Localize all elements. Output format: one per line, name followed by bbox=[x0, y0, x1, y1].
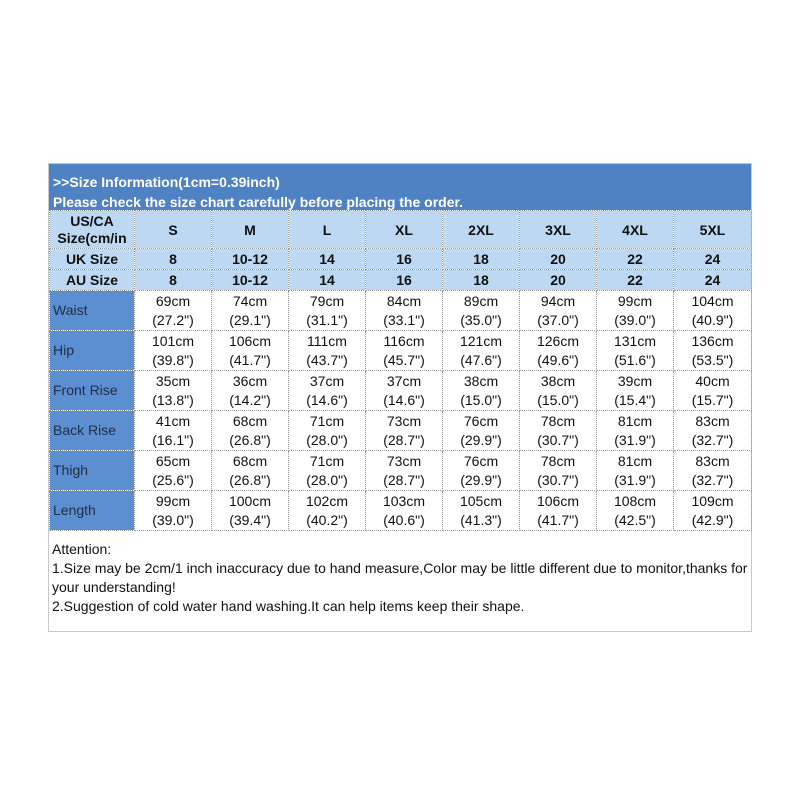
value-cm: 73cm bbox=[386, 452, 422, 469]
value-inch: (39.0") bbox=[614, 311, 656, 328]
attention-heading: Attention: bbox=[52, 541, 112, 557]
value-inch: (14.6") bbox=[306, 391, 348, 408]
title-line-1: >>Size Information(1cm=0.39inch) bbox=[53, 174, 280, 190]
measurement-cell bbox=[597, 411, 674, 451]
value-cm: 76cm bbox=[463, 452, 499, 469]
value-cm: 38cm bbox=[463, 372, 499, 389]
value-cm: 111cm bbox=[307, 332, 347, 349]
header-cell: 10-12 bbox=[212, 270, 289, 291]
header-label: US/CA Size(cm/in bbox=[50, 211, 135, 249]
header-cell: M bbox=[212, 211, 289, 249]
measurement-cell bbox=[674, 291, 752, 331]
value-inch: (31.1") bbox=[306, 311, 348, 328]
measurement-cell bbox=[520, 491, 597, 531]
measurement-label: Thigh bbox=[50, 451, 135, 491]
value-inch: (32.7") bbox=[691, 431, 734, 448]
measurement-label: Front Rise bbox=[50, 371, 135, 411]
value-inch: (41.7") bbox=[537, 511, 579, 528]
header-cell: 14 bbox=[289, 249, 366, 270]
header-cell: XL bbox=[366, 211, 443, 249]
attention-note-2: 2.Suggestion of cold water hand washing.It can help items keep their shape. bbox=[52, 598, 525, 614]
value-cm: 103cm bbox=[382, 492, 426, 509]
measurement-cell bbox=[212, 331, 289, 371]
measurement-cell bbox=[674, 491, 752, 531]
value-inch: (49.6") bbox=[537, 351, 579, 368]
header-cell: 2XL bbox=[443, 211, 520, 249]
measurement-cell bbox=[289, 491, 366, 531]
value-inch: (40.9") bbox=[691, 311, 734, 328]
measurement-cell bbox=[597, 451, 674, 491]
measurement-cell bbox=[289, 291, 366, 331]
value-inch: (29.9") bbox=[460, 471, 502, 488]
measurement-cell bbox=[674, 411, 752, 451]
measurement-label: Back Rise bbox=[50, 411, 135, 451]
value-inch: (28.7") bbox=[383, 431, 425, 448]
value-inch: (27.2") bbox=[152, 311, 194, 328]
measurement-cell bbox=[135, 491, 212, 531]
measurement-cell bbox=[289, 371, 366, 411]
value-cm: 83cm bbox=[695, 452, 730, 469]
size-table bbox=[49, 210, 752, 531]
header-cell: 5XL bbox=[674, 211, 752, 249]
value-cm: 39cm bbox=[617, 372, 653, 389]
measurement-cell bbox=[597, 491, 674, 531]
uk-size-row bbox=[50, 249, 752, 270]
value-cm: 99cm bbox=[155, 492, 191, 509]
table-row bbox=[50, 451, 752, 491]
value-cm: 94cm bbox=[540, 292, 576, 309]
header-cell: 14 bbox=[289, 270, 366, 291]
value-inch: (15.4") bbox=[614, 391, 656, 408]
value-inch: (43.7") bbox=[306, 351, 348, 368]
value-inch: (40.6") bbox=[383, 511, 425, 528]
header-cell: 24 bbox=[674, 270, 752, 291]
value-inch: (45.7") bbox=[383, 351, 425, 368]
value-cm: 71cm bbox=[309, 412, 345, 429]
attention-notes bbox=[49, 531, 751, 631]
value-inch: (28.0") bbox=[306, 471, 348, 488]
measurement-cell bbox=[289, 331, 366, 371]
value-inch: (15.7") bbox=[691, 391, 734, 408]
value-cm: 78cm bbox=[540, 412, 576, 429]
measurement-cell bbox=[366, 291, 443, 331]
value-inch: (47.6") bbox=[460, 351, 502, 368]
header-cell: 22 bbox=[597, 270, 674, 291]
value-cm: 104cm bbox=[691, 292, 734, 309]
measurement-cell bbox=[597, 371, 674, 411]
measurement-cell bbox=[289, 451, 366, 491]
header-cell: 18 bbox=[443, 270, 520, 291]
value-cm: 116cm bbox=[383, 332, 425, 349]
value-cm: 65cm bbox=[155, 452, 191, 469]
value-cm: 71cm bbox=[309, 452, 345, 469]
value-cm: 81cm bbox=[617, 412, 653, 429]
table-row bbox=[50, 491, 752, 531]
value-cm: 76cm bbox=[463, 412, 499, 429]
measurement-cell bbox=[674, 331, 752, 371]
measurement-cell bbox=[443, 371, 520, 411]
value-cm: 131cm bbox=[613, 332, 657, 349]
value-inch: (42.9") bbox=[691, 511, 734, 528]
measurement-cell bbox=[135, 291, 212, 331]
value-cm: 102cm bbox=[305, 492, 349, 509]
value-inch: (29.9") bbox=[460, 431, 502, 448]
value-inch: (31.9") bbox=[614, 431, 656, 448]
value-cm: 68cm bbox=[232, 452, 268, 469]
value-cm: 41cm bbox=[155, 412, 191, 429]
value-inch: (41.7") bbox=[229, 351, 271, 368]
value-inch: (42.5") bbox=[614, 511, 656, 528]
value-inch: (39.8") bbox=[152, 351, 194, 368]
header-cell: L bbox=[289, 211, 366, 249]
value-cm: 109cm bbox=[691, 492, 734, 509]
value-inch: (25.6") bbox=[152, 471, 194, 488]
measurement-label: Length bbox=[50, 491, 135, 531]
us-ca-size-row bbox=[50, 211, 752, 249]
size-chart bbox=[48, 163, 752, 632]
measurement-cell bbox=[597, 291, 674, 331]
value-cm: 106cm bbox=[536, 492, 580, 509]
value-inch: (53.5") bbox=[691, 351, 734, 368]
measurement-cell bbox=[520, 411, 597, 451]
value-inch: (30.7") bbox=[537, 431, 579, 448]
value-inch: (16.1") bbox=[152, 431, 194, 448]
value-inch: (37.0") bbox=[537, 311, 579, 328]
value-cm: 40cm bbox=[695, 372, 730, 389]
value-inch: (13.8") bbox=[152, 391, 194, 408]
measurement-cell bbox=[212, 411, 289, 451]
header-label: AU Size bbox=[50, 270, 135, 291]
header-cell: 3XL bbox=[520, 211, 597, 249]
measurement-cell bbox=[212, 491, 289, 531]
value-inch: (28.7") bbox=[383, 471, 425, 488]
value-inch: (29.1") bbox=[229, 311, 271, 328]
value-cm: 84cm bbox=[386, 292, 422, 309]
header-cell: S bbox=[135, 211, 212, 249]
value-inch: (51.6") bbox=[614, 351, 656, 368]
title-bar bbox=[49, 164, 751, 210]
value-inch: (26.8") bbox=[229, 431, 271, 448]
value-inch: (30.7") bbox=[537, 471, 579, 488]
header-cell: 10-12 bbox=[212, 249, 289, 270]
table-row bbox=[50, 411, 752, 451]
header-cell: 20 bbox=[520, 249, 597, 270]
value-cm: 79cm bbox=[309, 292, 345, 309]
measurement-cell bbox=[597, 331, 674, 371]
measurement-cell bbox=[366, 491, 443, 531]
measurement-cell bbox=[520, 451, 597, 491]
measurement-cell bbox=[443, 451, 520, 491]
value-cm: 81cm bbox=[617, 452, 653, 469]
attention-note-1: 1.Size may be 2cm/1 inch inaccuracy due to hand measure,Color may be little different due to monitor,thanks for your understanding! bbox=[52, 560, 748, 595]
measurement-cell bbox=[366, 451, 443, 491]
value-cm: 38cm bbox=[540, 372, 576, 389]
value-cm: 99cm bbox=[617, 292, 653, 309]
value-cm: 106cm bbox=[228, 332, 272, 349]
measurement-cell bbox=[443, 331, 520, 371]
value-cm: 37cm bbox=[309, 372, 345, 389]
measurement-cell bbox=[674, 451, 752, 491]
header-cell: 8 bbox=[135, 270, 212, 291]
measurement-cell bbox=[135, 331, 212, 371]
measurement-cell bbox=[674, 371, 752, 411]
measurement-label: Hip bbox=[50, 331, 135, 371]
value-inch: (35.0") bbox=[460, 311, 502, 328]
measurement-label: Waist bbox=[50, 291, 135, 331]
table-row bbox=[50, 291, 752, 331]
measurement-cell bbox=[135, 371, 212, 411]
header-cell: 16 bbox=[366, 249, 443, 270]
value-inch: (14.2") bbox=[229, 391, 271, 408]
value-cm: 105cm bbox=[459, 492, 503, 509]
value-inch: (32.7") bbox=[691, 471, 734, 488]
value-cm: 68cm bbox=[232, 412, 268, 429]
value-cm: 37cm bbox=[386, 372, 422, 389]
measurement-cell bbox=[366, 411, 443, 451]
value-cm: 35cm bbox=[155, 372, 191, 389]
measurement-cell bbox=[212, 291, 289, 331]
measurement-cell bbox=[289, 411, 366, 451]
header-cell: 4XL bbox=[597, 211, 674, 249]
measurement-cell bbox=[212, 451, 289, 491]
header-cell: 24 bbox=[674, 249, 752, 270]
measurement-cell bbox=[135, 451, 212, 491]
measurement-cell bbox=[443, 491, 520, 531]
value-cm: 108cm bbox=[613, 492, 657, 509]
measurement-cell bbox=[443, 291, 520, 331]
header-label: UK Size bbox=[50, 249, 135, 270]
measurement-cell bbox=[366, 331, 443, 371]
value-cm: 136cm bbox=[691, 332, 734, 349]
value-inch: (39.0") bbox=[152, 511, 194, 528]
value-inch: (31.9") bbox=[614, 471, 656, 488]
value-inch: (15.0") bbox=[537, 391, 579, 408]
measurement-cell bbox=[366, 371, 443, 411]
au-size-row bbox=[50, 270, 752, 291]
header-cell: 8 bbox=[135, 249, 212, 270]
value-inch: (26.8") bbox=[229, 471, 271, 488]
value-inch: (39.4") bbox=[229, 511, 271, 528]
table-row bbox=[50, 371, 752, 411]
measurement-cell bbox=[520, 291, 597, 331]
title-line-2: Please check the size chart carefully before placing the order. bbox=[53, 194, 464, 210]
header-cell: 16 bbox=[366, 270, 443, 291]
measurement-cell bbox=[520, 331, 597, 371]
value-cm: 126cm bbox=[536, 332, 580, 349]
measurement-cell bbox=[443, 411, 520, 451]
value-cm: 73cm bbox=[386, 412, 422, 429]
value-cm: 78cm bbox=[540, 452, 576, 469]
value-cm: 121cm bbox=[459, 332, 503, 349]
value-inch: (14.6") bbox=[383, 391, 425, 408]
header-cell: 18 bbox=[443, 249, 520, 270]
value-inch: (28.0") bbox=[306, 431, 348, 448]
measurement-cell bbox=[212, 371, 289, 411]
value-inch: (15.0") bbox=[460, 391, 502, 408]
value-cm: 100cm bbox=[228, 492, 272, 509]
value-inch: (40.2") bbox=[306, 511, 348, 528]
value-cm: 69cm bbox=[155, 292, 191, 309]
header-cell: 22 bbox=[597, 249, 674, 270]
value-inch: (41.3") bbox=[460, 511, 502, 528]
header-cell: 20 bbox=[520, 270, 597, 291]
value-cm: 83cm bbox=[695, 412, 730, 429]
measurement-cell bbox=[520, 371, 597, 411]
value-cm: 36cm bbox=[232, 372, 268, 389]
measurement-cell bbox=[135, 411, 212, 451]
value-inch: (33.1") bbox=[383, 311, 425, 328]
table-row bbox=[50, 331, 752, 371]
value-cm: 89cm bbox=[463, 292, 499, 309]
value-cm: 74cm bbox=[232, 292, 268, 309]
value-cm: 101cm bbox=[151, 332, 195, 349]
